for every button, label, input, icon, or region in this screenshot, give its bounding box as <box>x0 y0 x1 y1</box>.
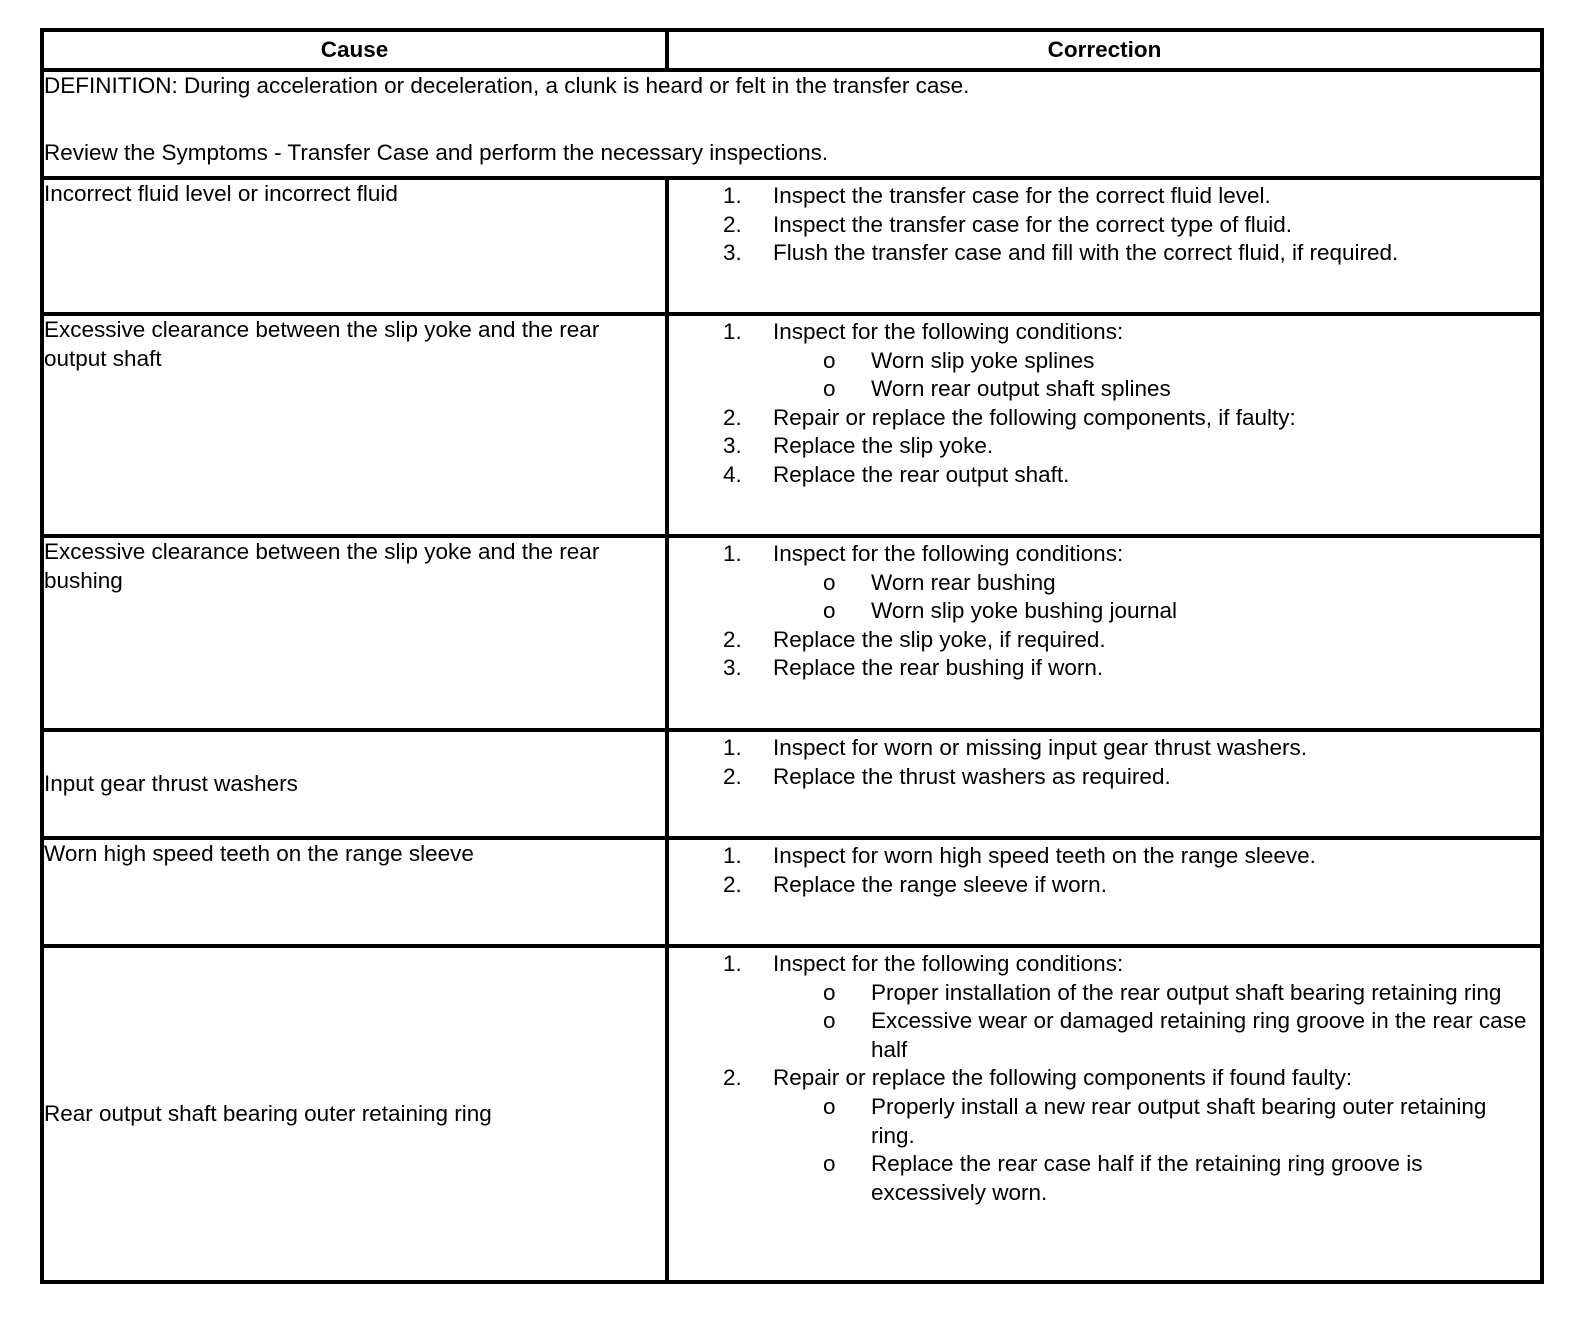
step-number: 1. <box>723 319 742 344</box>
bullet-icon: o <box>823 1151 836 1177</box>
correction-substep <box>669 347 1536 376</box>
correction-step <box>669 871 1536 900</box>
step-number: 4. <box>723 461 742 487</box>
correction-step <box>669 734 1536 763</box>
table-row <box>42 536 1542 730</box>
cause-cell <box>42 178 667 314</box>
step-number: 1. <box>723 183 742 208</box>
bullet-icon: o <box>823 598 836 624</box>
step-text: Inspect for the following conditions: <box>773 319 1124 344</box>
step-number: 1. <box>723 541 742 566</box>
step-text: Replace the thrust washers as required. <box>773 763 1171 789</box>
step-text: Inspect for the following conditions: <box>773 541 1124 566</box>
cause-text: Excessive clearance between the slip yoke and the rear bushing <box>44 539 600 593</box>
correction-substep <box>669 1093 1536 1150</box>
step-text: Replace the range sleeve if worn. <box>773 871 1107 897</box>
substep-text: Worn rear bushing <box>871 569 1056 595</box>
step-text: Repair or replace the following components, if faulty: <box>773 404 1296 430</box>
correction-steps <box>669 948 1540 1207</box>
cause-text: Worn high speed teeth on the range sleeve <box>44 841 474 866</box>
correction-cell <box>667 178 1542 314</box>
step-number: 3. <box>723 240 742 266</box>
substep-text: Proper installation of the rear output shaft bearing retaining ring <box>871 979 1502 1005</box>
substep-text: Worn rear output shaft splines <box>871 376 1171 402</box>
cause-header: Cause <box>42 30 667 70</box>
correction-cell <box>667 536 1542 730</box>
substep-text: Worn slip yoke splines <box>871 347 1095 373</box>
correction-steps <box>669 840 1540 899</box>
substep-text: Properly install a new rear output shaft bearing outer retaining ring. <box>871 1093 1487 1148</box>
correction-step <box>669 763 1536 792</box>
cause-cell <box>42 946 667 1282</box>
table-row <box>42 730 1542 838</box>
correction-step <box>669 626 1536 655</box>
bullet-icon: o <box>823 347 836 373</box>
step-text: Inspect for worn high speed teeth on the range sleeve. <box>773 843 1316 868</box>
table-row <box>42 838 1542 946</box>
correction-step <box>669 842 1536 871</box>
review-text: Review the Symptoms - Transfer Case and perform the necessary inspections. <box>44 139 829 165</box>
correction-step <box>669 950 1536 979</box>
step-number: 2. <box>723 626 742 652</box>
correction-step <box>669 540 1536 569</box>
correction-substep <box>669 597 1536 626</box>
step-text: Inspect the transfer case for the correct type of fluid. <box>773 211 1293 237</box>
cause-cell <box>42 536 667 730</box>
correction-cell <box>667 946 1542 1282</box>
step-number: 2. <box>723 211 742 237</box>
table-row <box>42 946 1542 1282</box>
bullet-icon: o <box>823 376 836 402</box>
correction-steps <box>669 732 1540 791</box>
cause-text: Input gear thrust washers <box>44 770 298 796</box>
cause-cell <box>42 838 667 946</box>
bullet-icon: o <box>823 1093 836 1119</box>
definition-row <box>42 70 1542 178</box>
diagnosis-table <box>40 28 1544 1284</box>
correction-step <box>669 182 1536 211</box>
correction-header: Correction <box>667 30 1542 70</box>
definition-spacer <box>44 101 1540 139</box>
step-number: 1. <box>723 735 742 760</box>
table-row <box>42 314 1542 536</box>
step-text: Inspect for worn or missing input gear thrust washers. <box>773 735 1307 760</box>
bullet-icon: o <box>823 569 836 595</box>
definition-cell <box>42 70 1542 178</box>
step-text: Inspect the transfer case for the correct fluid level. <box>773 183 1271 208</box>
step-text: Replace the rear output shaft. <box>773 461 1070 487</box>
correction-substep <box>669 979 1536 1008</box>
step-number: 2. <box>723 871 742 897</box>
step-text: Inspect for the following conditions: <box>773 951 1124 976</box>
correction-step <box>669 404 1536 433</box>
table-body <box>42 178 1542 1282</box>
correction-step <box>669 432 1536 461</box>
correction-cell <box>667 730 1542 838</box>
table-row <box>42 178 1542 314</box>
cause-text: Incorrect fluid level or incorrect fluid <box>44 181 398 206</box>
header-row <box>42 30 1542 70</box>
step-number: 2. <box>723 1065 742 1091</box>
correction-steps <box>669 316 1540 490</box>
step-number: 1. <box>723 843 742 868</box>
step-number: 2. <box>723 404 742 430</box>
definition-text: DEFINITION: During acceleration or deceleration, a clunk is heard or felt in the transfer case. <box>44 73 970 98</box>
correction-substep <box>669 1150 1536 1207</box>
cause-cell <box>42 730 667 838</box>
cause-text: Rear output shaft bearing outer retaining ring <box>44 1100 492 1126</box>
step-text: Replace the slip yoke. <box>773 433 994 459</box>
step-text: Repair or replace the following components if found faulty: <box>773 1065 1353 1091</box>
substep-text: Worn slip yoke bushing journal <box>871 598 1178 624</box>
correction-substep <box>669 375 1536 404</box>
step-number: 3. <box>723 433 742 459</box>
correction-steps <box>669 180 1540 268</box>
bullet-icon: o <box>823 1008 836 1034</box>
correction-step <box>669 654 1536 683</box>
cause-cell <box>42 314 667 536</box>
step-text: Flush the transfer case and fill with the correct fluid, if required. <box>773 240 1399 266</box>
step-number: 1. <box>723 951 742 976</box>
correction-steps <box>669 538 1540 683</box>
step-number: 3. <box>723 655 742 681</box>
step-number: 2. <box>723 763 742 789</box>
step-text: Replace the slip yoke, if required. <box>773 626 1106 652</box>
correction-substep <box>669 569 1536 598</box>
substep-text: Excessive wear or damaged retaining ring groove in the rear case half <box>871 1008 1527 1062</box>
correction-step <box>669 318 1536 347</box>
substep-text: Replace the rear case half if the retaining ring groove is excessively worn. <box>871 1151 1423 1205</box>
correction-cell <box>667 838 1542 946</box>
correction-step <box>669 211 1536 240</box>
step-text: Replace the rear bushing if worn. <box>773 655 1104 681</box>
correction-step <box>669 461 1536 490</box>
correction-cell <box>667 314 1542 536</box>
bullet-icon: o <box>823 979 836 1005</box>
correction-step <box>669 239 1536 268</box>
correction-step <box>669 1064 1536 1093</box>
correction-substep <box>669 1007 1536 1064</box>
cause-text: Excessive clearance between the slip yoke and the rear output shaft <box>44 317 600 371</box>
